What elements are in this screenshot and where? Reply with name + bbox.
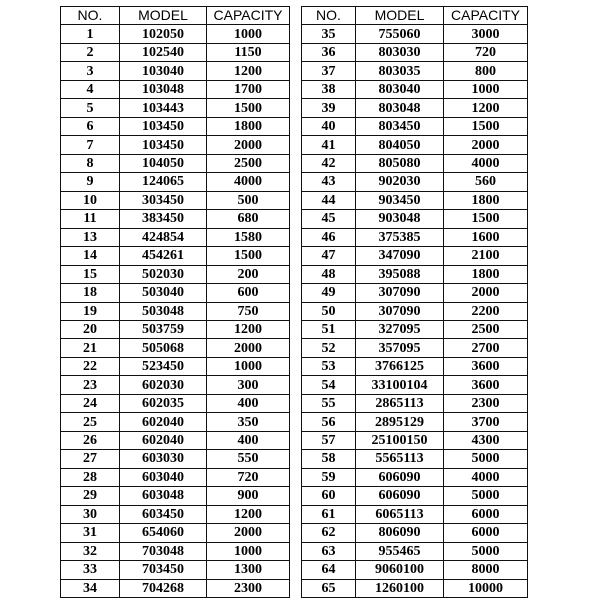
cell-capacity: 1300: [207, 561, 290, 579]
cell-capacity: 6000: [444, 505, 528, 523]
cell-capacity: 1800: [444, 265, 528, 283]
table-row: [61, 228, 290, 246]
cell-no: 26: [61, 431, 120, 449]
cell-model: 703450: [120, 561, 207, 579]
cell-capacity: 2000: [207, 524, 290, 542]
cell-model: 424854: [120, 228, 207, 246]
table-row: [61, 357, 290, 375]
cell-model: 2865113: [356, 394, 444, 412]
table-row: [61, 173, 290, 191]
cell-no: 7: [61, 136, 120, 154]
cell-capacity: 1200: [444, 99, 528, 117]
cell-no: 42: [302, 154, 356, 172]
cell-model: 602040: [120, 431, 207, 449]
cell-model: 704268: [120, 579, 207, 597]
cell-model: 103450: [120, 136, 207, 154]
table-row: [61, 376, 290, 394]
cell-no: 29: [61, 487, 120, 505]
table-row: [302, 487, 528, 505]
cell-model: 9060100: [356, 561, 444, 579]
table-row: [61, 136, 290, 154]
table-row: [302, 99, 528, 117]
table-row: [302, 579, 528, 597]
cell-no: 61: [302, 505, 356, 523]
cell-model: 1260100: [356, 579, 444, 597]
table-row: [302, 117, 528, 135]
cell-capacity: 1000: [207, 357, 290, 375]
header-no: NO.: [61, 7, 120, 25]
table-row: [61, 431, 290, 449]
table-row: [61, 413, 290, 431]
table-row: [61, 505, 290, 523]
cell-capacity: 4000: [444, 154, 528, 172]
cell-capacity: 900: [207, 487, 290, 505]
cell-capacity: 3700: [444, 413, 528, 431]
cell-model: 303450: [120, 191, 207, 209]
cell-no: 3: [61, 62, 120, 80]
capacity-table-right: [301, 6, 528, 598]
cell-capacity: 2300: [207, 579, 290, 597]
cell-model: 6065113: [356, 505, 444, 523]
cell-model: 803048: [356, 99, 444, 117]
header-capacity: CAPACITY: [444, 7, 528, 25]
cell-model: 606090: [356, 487, 444, 505]
cell-no: 58: [302, 450, 356, 468]
cell-capacity: 5000: [444, 487, 528, 505]
capacity-table-left: [60, 6, 290, 598]
cell-no: 27: [61, 450, 120, 468]
table-row: [302, 376, 528, 394]
cell-no: 25: [61, 413, 120, 431]
cell-capacity: 1000: [207, 542, 290, 560]
cell-no: 24: [61, 394, 120, 412]
cell-no: 48: [302, 265, 356, 283]
cell-capacity: 2000: [207, 339, 290, 357]
table-row: [61, 320, 290, 338]
cell-no: 46: [302, 228, 356, 246]
table-header-row: [302, 7, 528, 25]
table-row: [302, 43, 528, 61]
table-row: [61, 468, 290, 486]
cell-capacity: 720: [207, 468, 290, 486]
cell-model: 803035: [356, 62, 444, 80]
cell-no: 60: [302, 487, 356, 505]
table-row: [302, 524, 528, 542]
cell-model: 803040: [356, 80, 444, 98]
cell-no: 64: [302, 561, 356, 579]
cell-capacity: 2500: [207, 154, 290, 172]
cell-model: 104050: [120, 154, 207, 172]
cell-no: 18: [61, 284, 120, 302]
cell-no: 9: [61, 173, 120, 191]
cell-model: 25100150: [356, 431, 444, 449]
table-row: [302, 284, 528, 302]
cell-model: 603450: [120, 505, 207, 523]
cell-capacity: 800: [444, 62, 528, 80]
cell-model: 523450: [120, 357, 207, 375]
header-model: MODEL: [356, 7, 444, 25]
cell-capacity: 4000: [444, 468, 528, 486]
cell-no: 37: [302, 62, 356, 80]
table-row: [61, 43, 290, 61]
cell-model: 327095: [356, 320, 444, 338]
cell-capacity: 3000: [444, 25, 528, 43]
cell-model: 803450: [356, 117, 444, 135]
table-row: [302, 505, 528, 523]
cell-capacity: 1500: [207, 247, 290, 265]
cell-capacity: 1500: [444, 117, 528, 135]
cell-capacity: 4000: [207, 173, 290, 191]
table-row: [61, 339, 290, 357]
table-row: [61, 25, 290, 43]
cell-model: 124065: [120, 173, 207, 191]
table-body-right: [302, 25, 528, 598]
cell-no: 15: [61, 265, 120, 283]
cell-model: 357095: [356, 339, 444, 357]
table-row: [61, 487, 290, 505]
cell-model: 602030: [120, 376, 207, 394]
table-row: [302, 25, 528, 43]
cell-no: 6: [61, 117, 120, 135]
table-row: [61, 62, 290, 80]
cell-capacity: 3600: [444, 357, 528, 375]
table-row: [302, 302, 528, 320]
table-row: [302, 320, 528, 338]
cell-model: 33100104: [356, 376, 444, 394]
cell-no: 41: [302, 136, 356, 154]
table-row: [302, 431, 528, 449]
cell-capacity: 1500: [207, 99, 290, 117]
cell-no: 30: [61, 505, 120, 523]
header-model: MODEL: [120, 7, 207, 25]
cell-no: 55: [302, 394, 356, 412]
cell-no: 49: [302, 284, 356, 302]
table-row: [302, 80, 528, 98]
cell-capacity: 4300: [444, 431, 528, 449]
cell-capacity: 350: [207, 413, 290, 431]
cell-model: 503759: [120, 320, 207, 338]
cell-no: 8: [61, 154, 120, 172]
cell-model: 3766125: [356, 357, 444, 375]
cell-capacity: 2000: [444, 136, 528, 154]
cell-capacity: 5000: [444, 450, 528, 468]
cell-model: 955465: [356, 542, 444, 560]
cell-model: 383450: [120, 210, 207, 228]
cell-model: 805080: [356, 154, 444, 172]
cell-model: 307090: [356, 302, 444, 320]
cell-no: 35: [302, 25, 356, 43]
cell-model: 103443: [120, 99, 207, 117]
table-row: [61, 80, 290, 98]
cell-model: 603040: [120, 468, 207, 486]
cell-capacity: 200: [207, 265, 290, 283]
header-no: NO.: [302, 7, 356, 25]
cell-no: 33: [61, 561, 120, 579]
cell-no: 53: [302, 357, 356, 375]
table-row: [302, 154, 528, 172]
cell-model: 347090: [356, 247, 444, 265]
cell-no: 32: [61, 542, 120, 560]
cell-no: 56: [302, 413, 356, 431]
cell-model: 603048: [120, 487, 207, 505]
cell-capacity: 1200: [207, 505, 290, 523]
cell-no: 59: [302, 468, 356, 486]
cell-model: 102050: [120, 25, 207, 43]
cell-no: 14: [61, 247, 120, 265]
cell-no: 51: [302, 320, 356, 338]
table-row: [302, 450, 528, 468]
cell-model: 602035: [120, 394, 207, 412]
cell-model: 902030: [356, 173, 444, 191]
cell-no: 62: [302, 524, 356, 542]
table-row: [302, 210, 528, 228]
table-body-left: [61, 25, 290, 598]
cell-no: 21: [61, 339, 120, 357]
cell-no: 28: [61, 468, 120, 486]
table-row: [61, 284, 290, 302]
table-row: [61, 561, 290, 579]
cell-model: 804050: [356, 136, 444, 154]
table-row: [61, 154, 290, 172]
table-row: [61, 247, 290, 265]
left-table-panel: [60, 6, 290, 598]
table-row: [302, 357, 528, 375]
cell-capacity: 1200: [207, 62, 290, 80]
cell-model: 103040: [120, 62, 207, 80]
cell-capacity: 2100: [444, 247, 528, 265]
cell-model: 803030: [356, 43, 444, 61]
cell-model: 307090: [356, 284, 444, 302]
cell-capacity: 2700: [444, 339, 528, 357]
table-row: [61, 117, 290, 135]
cell-no: 23: [61, 376, 120, 394]
cell-capacity: 400: [207, 431, 290, 449]
cell-model: 503040: [120, 284, 207, 302]
cell-no: 36: [302, 43, 356, 61]
cell-no: 40: [302, 117, 356, 135]
table-row: [61, 265, 290, 283]
cell-no: 2: [61, 43, 120, 61]
cell-capacity: 1150: [207, 43, 290, 61]
cell-model: 603030: [120, 450, 207, 468]
cell-capacity: 400: [207, 394, 290, 412]
cell-capacity: 2200: [444, 302, 528, 320]
cell-capacity: 1700: [207, 80, 290, 98]
cell-capacity: 600: [207, 284, 290, 302]
cell-capacity: 560: [444, 173, 528, 191]
cell-model: 903450: [356, 191, 444, 209]
cell-capacity: 680: [207, 210, 290, 228]
cell-no: 31: [61, 524, 120, 542]
cell-capacity: 1200: [207, 320, 290, 338]
cell-model: 2895129: [356, 413, 444, 431]
cell-model: 703048: [120, 542, 207, 560]
cell-no: 38: [302, 80, 356, 98]
cell-no: 44: [302, 191, 356, 209]
cell-no: 63: [302, 542, 356, 560]
cell-no: 1: [61, 25, 120, 43]
cell-model: 654060: [120, 524, 207, 542]
cell-capacity: 1600: [444, 228, 528, 246]
cell-model: 806090: [356, 524, 444, 542]
table-row: [61, 579, 290, 597]
cell-model: 395088: [356, 265, 444, 283]
table-row: [302, 542, 528, 560]
cell-model: 755060: [356, 25, 444, 43]
cell-model: 502030: [120, 265, 207, 283]
table-row: [302, 228, 528, 246]
cell-no: 11: [61, 210, 120, 228]
cell-no: 54: [302, 376, 356, 394]
cell-capacity: 1800: [207, 117, 290, 135]
table-row: [61, 542, 290, 560]
cell-capacity: 500: [207, 191, 290, 209]
cell-no: 52: [302, 339, 356, 357]
cell-no: 20: [61, 320, 120, 338]
table-row: [302, 136, 528, 154]
cell-no: 4: [61, 80, 120, 98]
table-row: [61, 394, 290, 412]
table-row: [61, 524, 290, 542]
table-row: [302, 265, 528, 283]
cell-capacity: 6000: [444, 524, 528, 542]
cell-no: 5: [61, 99, 120, 117]
table-row: [302, 468, 528, 486]
cell-capacity: 2500: [444, 320, 528, 338]
table-row: [302, 173, 528, 191]
table-row: [61, 210, 290, 228]
table-row: [302, 394, 528, 412]
right-table-panel: [301, 6, 528, 598]
cell-no: 65: [302, 579, 356, 597]
cell-capacity: 1580: [207, 228, 290, 246]
cell-no: 19: [61, 302, 120, 320]
cell-model: 103450: [120, 117, 207, 135]
table-row: [302, 191, 528, 209]
cell-model: 903048: [356, 210, 444, 228]
table-row: [61, 191, 290, 209]
cell-capacity: 550: [207, 450, 290, 468]
cell-no: 47: [302, 247, 356, 265]
cell-capacity: 10000: [444, 579, 528, 597]
cell-capacity: 2000: [207, 136, 290, 154]
cell-capacity: 1500: [444, 210, 528, 228]
cell-model: 454261: [120, 247, 207, 265]
cell-capacity: 1800: [444, 191, 528, 209]
cell-no: 22: [61, 357, 120, 375]
cell-no: 34: [61, 579, 120, 597]
cell-capacity: 720: [444, 43, 528, 61]
cell-no: 57: [302, 431, 356, 449]
table-row: [302, 247, 528, 265]
cell-no: 45: [302, 210, 356, 228]
table-row: [302, 561, 528, 579]
cell-capacity: 1000: [444, 80, 528, 98]
cell-model: 503048: [120, 302, 207, 320]
cell-no: 39: [302, 99, 356, 117]
cell-model: 602040: [120, 413, 207, 431]
cell-no: 13: [61, 228, 120, 246]
table-row: [61, 99, 290, 117]
cell-capacity: 750: [207, 302, 290, 320]
cell-model: 505068: [120, 339, 207, 357]
cell-capacity: 3600: [444, 376, 528, 394]
cell-capacity: 5000: [444, 542, 528, 560]
table-header-row: [61, 7, 290, 25]
table-row: [302, 339, 528, 357]
cell-no: 43: [302, 173, 356, 191]
table-row: [302, 413, 528, 431]
header-capacity: CAPACITY: [207, 7, 290, 25]
cell-capacity: 8000: [444, 561, 528, 579]
cell-model: 103048: [120, 80, 207, 98]
cell-no: 10: [61, 191, 120, 209]
cell-no: 50: [302, 302, 356, 320]
table-row: [61, 450, 290, 468]
cell-capacity: 300: [207, 376, 290, 394]
cell-model: 606090: [356, 468, 444, 486]
cell-capacity: 2000: [444, 284, 528, 302]
cell-model: 102540: [120, 43, 207, 61]
cell-capacity: 2300: [444, 394, 528, 412]
table-row: [302, 62, 528, 80]
cell-model: 5565113: [356, 450, 444, 468]
cell-model: 375385: [356, 228, 444, 246]
cell-capacity: 1000: [207, 25, 290, 43]
table-row: [61, 302, 290, 320]
